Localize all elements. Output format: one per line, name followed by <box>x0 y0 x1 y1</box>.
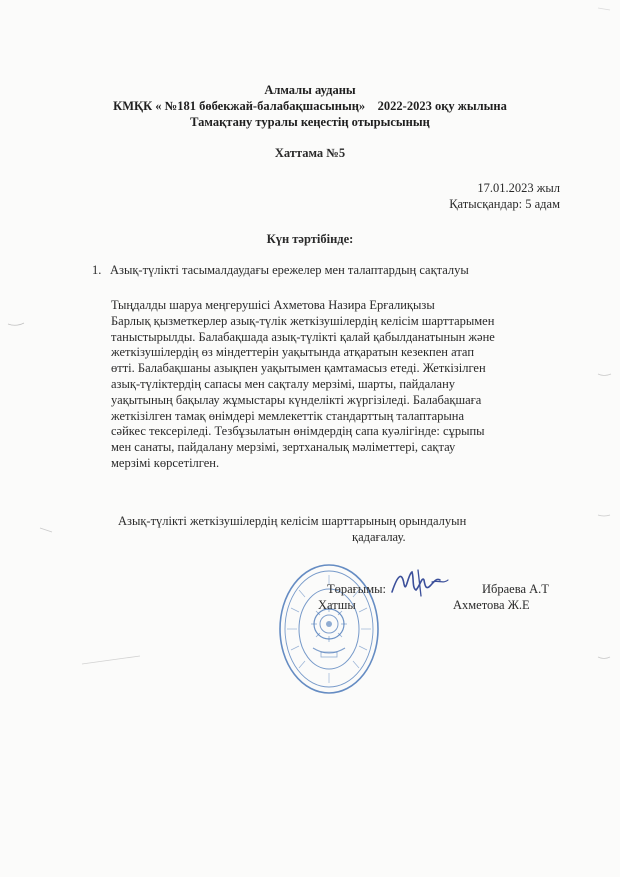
body-line: Барлық қызметкерлер азық-түлік жеткізушілердің келісім шарттарымен <box>111 313 495 328</box>
body-line: мен санаты, пайдалану мерзімі, зертханалық мәліметтері, сақтау <box>111 440 456 455</box>
chair-label: Төрағымы: <box>327 582 386 596</box>
participants-count: Қатысқандар: 5 адам <box>449 197 560 211</box>
secretary-label: Хатшы <box>318 598 356 612</box>
minutes-body <box>111 298 581 472</box>
body-line: жеткізушілердің өз міндеттерін уақытында атқаратын кезекпен атап <box>111 345 475 360</box>
agenda-item-text: Азық-түлікті тасымалдаудағы ережелер мен талаптардың сақталуы <box>110 263 469 277</box>
chair-name: Ибраева А.Т <box>482 582 549 596</box>
body-line: мерзімі көрсетілген. <box>111 455 220 470</box>
agenda-title: Күн тәртібінде: <box>266 232 354 246</box>
body-line: Тыңдалды шаруа меңгерушісі Ахметова Назира Ерғалиқызы <box>111 298 435 312</box>
body-line: жеткізілген тамақ өнімдері мемлекеттік стандарттың талаптарына <box>111 408 465 423</box>
meeting-title: Тамақтану туралы кеңестің отырысының <box>190 115 430 129</box>
agenda-item-number: 1. <box>92 263 102 277</box>
decision-line-2: қадағалау. <box>352 530 406 544</box>
body-line: таныстырылды. Балабақшада азық-түлікті қалай қабылданатынын және <box>111 329 495 344</box>
meeting-date: 17.01.2023 жыл <box>477 181 560 195</box>
agenda-item <box>92 263 469 278</box>
district-title: Алмалы ауданы <box>264 83 356 97</box>
body-line: өтті. Балабақшаны азықпен уақытымен қамтамасыз етеді. Жеткізілген <box>111 361 486 376</box>
body-line: уақытының бақылау жұмыстары күнделікті жүргізіледі. Балабақшаға <box>111 392 482 407</box>
organization-line: КМҚК « №181 бөбекжай-балабақшасының» 2022-2023 оқу жылына <box>113 99 507 113</box>
secretary-name: Ахметова Ж.Е <box>453 598 530 612</box>
decision-line-1: Азық-түлікті жеткізушілердің келісім шарттарының орындалуын <box>118 514 467 528</box>
body-line: сәйкес тексеріледі. Тезбұзылатын өнімдердің сапа куәлігінде: сұрыпы <box>111 424 485 439</box>
protocol-number: Хаттама №5 <box>274 146 346 160</box>
chair-signature-icon <box>388 566 452 600</box>
body-line: азық-түліктердің сапасы мен сақталу мерзімі, шарты, пайдалану <box>111 376 456 391</box>
